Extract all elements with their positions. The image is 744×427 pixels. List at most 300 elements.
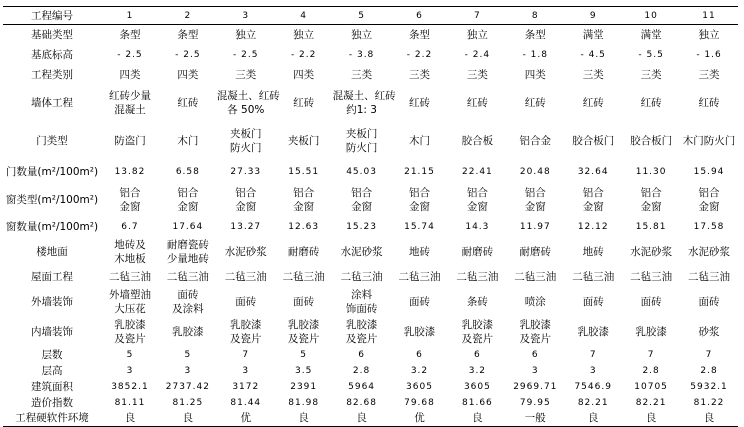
cell-text: 优 — [414, 412, 425, 425]
table-cell — [217, 363, 275, 379]
header-column-2: 2 — [184, 10, 192, 21]
cell-text: 红砖 — [524, 96, 546, 109]
cell-text: 三类 — [582, 68, 604, 81]
cell-text: 红砖 — [177, 96, 199, 109]
cell-text: 铝合 — [408, 186, 430, 199]
table-cell — [622, 363, 680, 379]
table-cell — [564, 317, 622, 347]
cell-text: 81.11 — [114, 397, 146, 408]
table-cell — [159, 237, 217, 267]
table-cell — [564, 65, 622, 85]
cell-text: 81.22 — [693, 397, 725, 408]
row-label: 基底标高 — [31, 48, 73, 61]
cell-text: 3.5 — [295, 365, 313, 376]
cell-text: 四类 — [293, 68, 315, 81]
cell-text: 良 — [124, 412, 136, 425]
cell-text: 及瓷片 — [519, 332, 552, 345]
table-cell — [275, 267, 333, 287]
cell-text: 11.97 — [519, 221, 551, 232]
cell-text: 金窗 — [582, 200, 604, 213]
table-row — [3, 267, 738, 287]
table-cell — [564, 183, 622, 217]
table-cell — [159, 45, 217, 65]
cell-text: 良 — [703, 412, 715, 425]
cell-text: 3172 — [232, 381, 260, 392]
table-cell — [217, 183, 275, 217]
table-row — [3, 347, 738, 363]
cell-text: 地砖 — [408, 245, 430, 258]
table-cell — [680, 121, 738, 161]
table-cell — [564, 25, 622, 45]
table-cell — [564, 45, 622, 65]
table-cell — [217, 217, 275, 237]
table-cell — [622, 379, 680, 395]
cell-text: 79.68 — [404, 397, 435, 408]
table-cell — [506, 379, 564, 395]
header-column-7: 7 — [474, 10, 481, 21]
table-cell — [275, 347, 333, 363]
cell-text: 耐磨砖 — [461, 245, 494, 258]
cell-text: 良 — [587, 412, 599, 425]
table-cell — [680, 287, 738, 317]
table-cell — [506, 161, 564, 183]
cell-text: 81.25 — [172, 397, 204, 408]
table-cell — [275, 287, 333, 317]
cell-text: 乳胶漆 — [230, 318, 262, 331]
table-cell — [506, 65, 564, 85]
cell-text: 饰面砖 — [345, 302, 378, 315]
table-cell — [391, 347, 449, 363]
table-cell — [101, 65, 159, 85]
cell-text: 面砖 — [640, 295, 662, 308]
cell-text: 3 — [531, 365, 539, 376]
header-column-1: 1 — [126, 10, 134, 21]
cell-text: 3.2 — [410, 365, 429, 376]
table-cell — [680, 395, 738, 411]
table-cell — [217, 65, 275, 85]
cell-text: 条型 — [177, 28, 199, 41]
cell-text: 5964 — [348, 381, 376, 392]
table-cell — [506, 85, 564, 121]
table-cell — [448, 121, 506, 161]
table-cell — [275, 217, 333, 237]
table-cell — [506, 237, 564, 267]
cell-text: 32.64 — [577, 166, 609, 177]
table-cell — [159, 347, 217, 363]
table-cell — [217, 395, 275, 411]
table-cell — [101, 45, 159, 65]
table-cell — [333, 363, 391, 379]
cell-text: 铝合 — [119, 186, 141, 199]
cell-text: 17.64 — [172, 221, 204, 232]
cell-text: 乳胶漆 — [287, 318, 320, 331]
cell-text: 7546.9 — [574, 381, 612, 392]
cell-text: 红砖 — [408, 96, 430, 109]
table-cell — [506, 45, 564, 65]
table-cell — [275, 395, 333, 411]
table-cell — [275, 363, 333, 379]
row-label: 层高 — [41, 364, 63, 377]
cell-text: 水泥砂浆 — [688, 245, 731, 258]
table-cell — [217, 411, 275, 427]
table-cell — [680, 25, 738, 45]
table-cell — [391, 65, 449, 85]
table-cell — [680, 411, 738, 427]
cell-text: 乳胶漆 — [172, 325, 204, 338]
cell-text: 水泥砂浆 — [224, 245, 267, 258]
table-cell — [564, 161, 622, 183]
table-cell — [622, 161, 680, 183]
cell-text: 独立 — [235, 28, 257, 41]
table-cell — [506, 121, 564, 161]
row-label: 窗类型(m²/100m²) — [5, 193, 99, 206]
row-label: 窗数量(m²/100m²) — [5, 220, 99, 233]
cell-text: 3 — [242, 365, 250, 376]
table-cell — [101, 363, 159, 379]
cell-text: 铝合 — [351, 186, 373, 199]
table-cell — [680, 217, 738, 237]
cell-text: 金窗 — [235, 200, 257, 213]
cell-text: 红砖 — [582, 96, 604, 109]
table-cell — [506, 411, 564, 427]
table-cell — [564, 217, 622, 237]
cell-text: 81.66 — [462, 397, 493, 408]
cell-text: 二毡三油 — [398, 270, 441, 283]
cell-text: 金窗 — [466, 200, 488, 213]
cell-text: 条砖 — [466, 295, 488, 308]
cell-text: 3605 — [406, 381, 433, 392]
cell-text: 81.44 — [230, 397, 262, 408]
cell-text: 15.94 — [693, 166, 725, 177]
table-cell — [275, 411, 333, 427]
table-cell — [680, 317, 738, 347]
table-cell — [448, 237, 506, 267]
cell-text: 独立 — [293, 28, 315, 41]
cell-text: 79.95 — [519, 397, 551, 408]
table-cell — [217, 161, 275, 183]
cell-text: 3.2 — [468, 365, 487, 376]
cell-text: 各 50% — [227, 103, 265, 116]
row-label: 建筑面积 — [31, 380, 73, 393]
table-cell — [506, 395, 564, 411]
row-label: 外墙装饰 — [31, 295, 73, 308]
cell-text: 水泥砂浆 — [340, 245, 383, 258]
cell-text: 82.68 — [346, 397, 377, 408]
cell-text: 大压花 — [114, 302, 146, 315]
table-cell — [680, 45, 738, 65]
row-label: 内墙装饰 — [31, 325, 73, 338]
cell-text: 5932.1 — [690, 381, 728, 392]
cell-text: 及瓷片 — [230, 332, 262, 345]
table-cell — [275, 121, 333, 161]
row-label: 楼地面 — [36, 245, 68, 258]
cell-text: 四类 — [119, 68, 141, 81]
cell-text: 二毡三油 — [166, 270, 209, 283]
table-cell — [680, 183, 738, 217]
table-row — [3, 287, 738, 317]
cell-text: 15.74 — [404, 221, 435, 232]
cell-text: 6.7 — [121, 221, 139, 232]
table-cell — [333, 347, 391, 363]
table-row — [3, 217, 738, 237]
cell-text: 防火门 — [230, 141, 262, 154]
table-cell — [275, 161, 333, 183]
cell-text: 条型 — [524, 28, 546, 41]
table-cell — [391, 217, 449, 237]
cell-text: 条型 — [408, 28, 430, 41]
table-row — [3, 411, 738, 427]
table-cell — [217, 25, 275, 45]
table-cell — [680, 237, 738, 267]
cell-text: 2391 — [290, 381, 318, 392]
cell-text: 铝合 — [235, 186, 257, 199]
cell-text: 四类 — [524, 68, 546, 81]
cell-text: 木门 — [177, 134, 199, 147]
table-cell — [101, 237, 159, 267]
cell-text: 混凝土、红砖 — [216, 89, 280, 102]
table-cell — [159, 379, 217, 395]
table-cell — [622, 395, 680, 411]
cell-text: 2.8 — [642, 365, 660, 376]
table-cell — [622, 317, 680, 347]
row-label: 屋面工程 — [31, 270, 73, 283]
table-cell — [101, 161, 159, 183]
cell-text: 乳胶漆 — [635, 325, 667, 338]
cell-text: 铝合 — [582, 186, 604, 199]
table-cell — [564, 411, 622, 427]
table-cell — [101, 287, 159, 317]
table-cell — [101, 217, 159, 237]
table-cell — [159, 287, 217, 317]
table-cell — [680, 65, 738, 85]
table-cell — [448, 347, 506, 363]
table-cell — [159, 25, 217, 45]
cell-text: 涂料 — [351, 288, 373, 301]
table-row — [3, 161, 738, 183]
cell-text: 二毡三油 — [514, 270, 557, 283]
cell-text: 45.03 — [346, 166, 377, 177]
table-cell — [391, 237, 449, 267]
table-cell — [391, 395, 449, 411]
cell-text: 及瓷片 — [461, 332, 494, 345]
cell-text: 三类 — [235, 68, 257, 81]
header-column-4: 4 — [300, 10, 308, 21]
table-cell — [333, 317, 391, 347]
cell-text: 二毡三油 — [340, 270, 383, 283]
cell-text: 少量地砖 — [166, 252, 209, 265]
cell-text: 3 — [184, 365, 192, 376]
cell-text: 12.63 — [288, 221, 320, 232]
table-cell — [622, 45, 680, 65]
table-cell — [448, 363, 506, 379]
cell-text: 2.8 — [352, 365, 371, 376]
cell-text: 乳胶漆 — [577, 325, 609, 338]
table-cell — [448, 267, 506, 287]
cell-text: 水泥砂浆 — [630, 245, 673, 258]
table-cell — [622, 217, 680, 237]
table-cell — [391, 183, 449, 217]
cell-text: 二毡三油 — [282, 270, 325, 283]
table-cell — [564, 287, 622, 317]
table-cell — [391, 379, 449, 395]
table-cell — [333, 45, 391, 65]
table-cell — [391, 45, 449, 65]
table-row — [3, 363, 738, 379]
table-cell — [101, 183, 159, 217]
cell-text: 约1: 3 — [346, 103, 377, 116]
table-cell — [506, 267, 564, 287]
cell-text: 10705 — [634, 381, 668, 392]
cell-text: 红砖 — [698, 96, 720, 109]
table-cell — [391, 161, 449, 183]
cell-text: 乳胶漆 — [403, 325, 436, 338]
table-cell — [333, 267, 391, 287]
table-cell — [564, 237, 622, 267]
table-cell — [506, 183, 564, 217]
row-label: 造价指数 — [31, 396, 73, 409]
cell-text: 红砖 — [466, 96, 488, 109]
cell-text: 夹板门 — [230, 127, 262, 140]
table-cell — [159, 85, 217, 121]
table-cell — [448, 85, 506, 121]
table-cell — [275, 25, 333, 45]
cell-text: 15.51 — [288, 166, 320, 177]
table-cell — [506, 25, 564, 45]
table-cell — [159, 121, 217, 161]
table-row — [3, 379, 738, 395]
table-cell — [159, 411, 217, 427]
table-cell — [391, 121, 449, 161]
table-cell — [680, 347, 738, 363]
header-column-5: 5 — [358, 10, 365, 21]
cell-text: 夹板门 — [345, 127, 378, 140]
table-cell — [680, 267, 738, 287]
cell-text: 面砖 — [582, 295, 604, 308]
cell-text: - 2.2 — [406, 49, 433, 60]
table-cell — [275, 317, 333, 347]
table-cell — [448, 411, 506, 427]
table-cell — [333, 25, 391, 45]
cell-text: 6 — [531, 349, 539, 360]
table-cell — [101, 121, 159, 161]
cell-text: 地砖及 — [114, 238, 146, 251]
table-cell — [622, 121, 680, 161]
table-cell — [275, 45, 333, 65]
table-cell — [564, 363, 622, 379]
cell-text: 木地板 — [114, 252, 146, 265]
cell-text: 金窗 — [119, 200, 141, 213]
cell-text: 面砖 — [235, 295, 257, 308]
cell-text: 三类 — [351, 68, 373, 81]
table-row — [3, 85, 738, 121]
cell-text: 及涂料 — [172, 302, 204, 315]
table-cell — [564, 347, 622, 363]
cell-text: 13.82 — [114, 166, 146, 177]
table-cell — [506, 317, 564, 347]
table-cell — [448, 161, 506, 183]
table-cell — [333, 287, 391, 317]
table-header-row — [3, 7, 738, 25]
cell-text: 铝合 — [293, 186, 315, 199]
cell-text: 良 — [298, 412, 309, 425]
cell-text: 耐磨砖 — [519, 245, 552, 258]
row-label: 工程硬软件环境 — [15, 412, 89, 425]
table-cell — [333, 411, 391, 427]
cell-text: 面砖 — [698, 295, 720, 308]
cell-text: 2737.42 — [165, 381, 210, 392]
table-cell — [622, 411, 680, 427]
table-cell — [333, 65, 391, 85]
table-cell — [101, 85, 159, 121]
cell-text: - 2.5 — [175, 49, 201, 60]
cell-text: 面砖 — [293, 295, 315, 308]
table-cell — [391, 317, 449, 347]
table-cell — [217, 267, 275, 287]
cell-text: 2.8 — [700, 365, 718, 376]
table-cell — [159, 183, 217, 217]
table-cell — [391, 411, 449, 427]
table-cell — [217, 121, 275, 161]
cell-text: 良 — [472, 412, 483, 425]
cell-text: 11.30 — [635, 166, 667, 177]
table-cell — [680, 161, 738, 183]
table-row — [3, 237, 738, 267]
cell-text: - 3.8 — [348, 49, 375, 60]
row-label: 门数量(m²/100m²) — [5, 165, 99, 178]
cell-text: 三类 — [466, 68, 488, 81]
cell-text: 3 — [126, 365, 134, 376]
cell-text: 金窗 — [698, 200, 720, 213]
cell-text: 面砖 — [177, 288, 199, 301]
cell-text: 22.41 — [462, 166, 493, 177]
cell-text: 一般 — [524, 412, 546, 425]
table-cell — [448, 217, 506, 237]
table-cell — [333, 161, 391, 183]
cell-text: 14.3 — [465, 221, 490, 232]
cell-text: - 2.5 — [233, 49, 259, 60]
table-cell — [391, 25, 449, 45]
cell-text: 外墙塑油 — [108, 288, 151, 301]
cell-text: 7 — [589, 349, 597, 360]
table-cell — [333, 183, 391, 217]
cell-text: 夹板门 — [287, 134, 320, 147]
cell-text: 地砖 — [582, 245, 604, 258]
cell-text: 金窗 — [177, 200, 199, 213]
table-cell — [506, 287, 564, 317]
cell-text: 二毡三油 — [456, 270, 499, 283]
table-cell — [275, 237, 333, 267]
table-cell — [448, 395, 506, 411]
table-cell — [159, 395, 217, 411]
cell-text: 良 — [356, 412, 367, 425]
table-cell — [622, 237, 680, 267]
table-cell — [101, 267, 159, 287]
table-cell — [101, 25, 159, 45]
cell-text: 混凝土、红砖 — [332, 89, 396, 102]
row-label: 基础类型 — [31, 28, 73, 41]
cell-text: 2969.71 — [513, 381, 558, 392]
cell-text: 优 — [240, 412, 252, 425]
table-cell — [391, 287, 449, 317]
table-cell — [333, 121, 391, 161]
table-row — [3, 121, 738, 161]
table-cell — [564, 379, 622, 395]
cell-text: 红砖 — [293, 96, 315, 109]
cell-text: 铝合 — [466, 186, 488, 199]
cell-text: 6 — [358, 349, 365, 360]
cell-text: 三类 — [408, 68, 430, 81]
cell-text: - 1.8 — [522, 49, 548, 60]
